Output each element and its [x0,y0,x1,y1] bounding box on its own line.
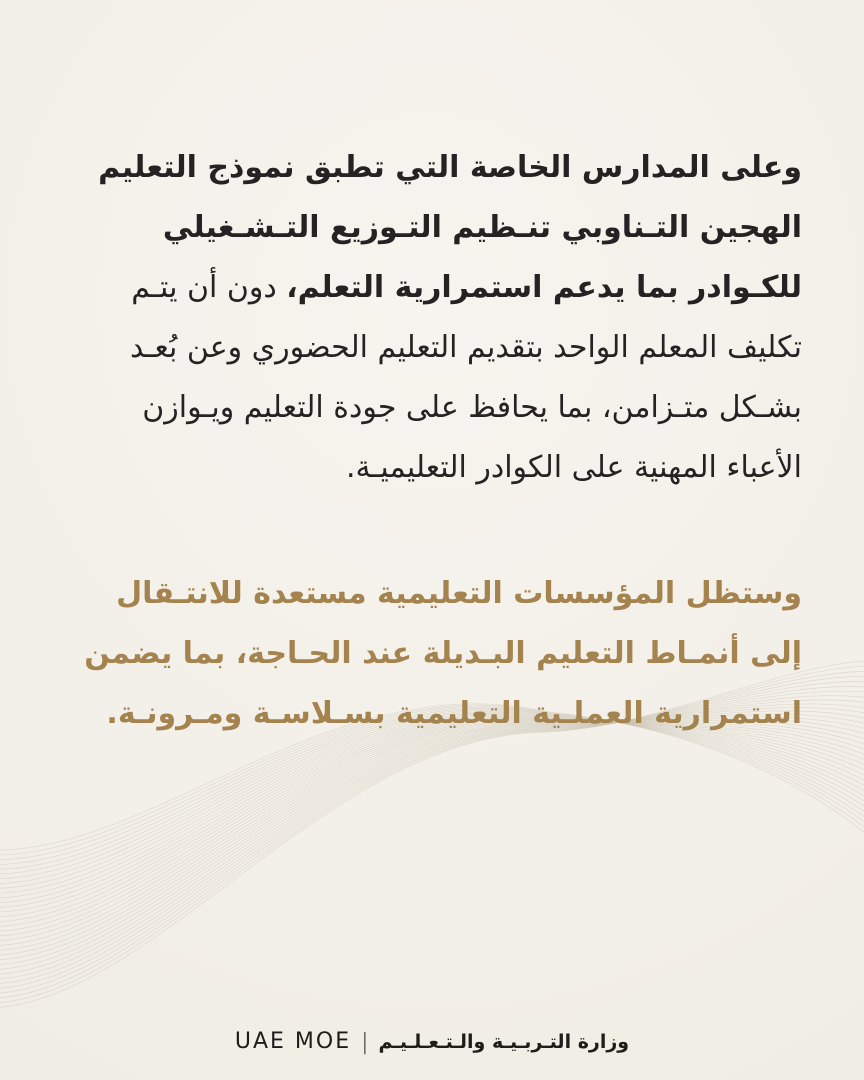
paragraph-accent: وستظل المؤسسات التعليمية مستعدة للانتـقال إلى أنمـاط التعليم البـديلة عند الحـاجة، بما يضمن استمرارية العملـية التعليمية بسـلاسـة ومـرونـة. [84,576,802,731]
footer-separator: | [361,1030,369,1055]
paragraph-main-bold-lead: وعلى المدارس الخاصة التي تطبق نموذج التعليم الهجين التـناوبي تنـظيم التـوزيع التـشـغيلي للكـوادر بما يدعم استمرارية التعلم، [98,150,802,305]
paragraph-main-regular: دون أن يتـم تكليف المعلم الواحد بتقديم التعليم الحضوري وعن بُعـد بشـكل متـزامن، بما يحافظ على جودة التعليم ويـوازن الأعباء المهنية على الكوادر التعليميـة. [130,270,802,485]
footer-logo-lockup [0,1029,864,1054]
ministry-name-arabic: وزارة التـربـيـة والـتـعـلـيـم [378,1031,630,1053]
announcement-body [58,138,802,744]
ministry-name-english: UAE MOE [234,1029,352,1054]
paragraph-main [58,138,802,498]
